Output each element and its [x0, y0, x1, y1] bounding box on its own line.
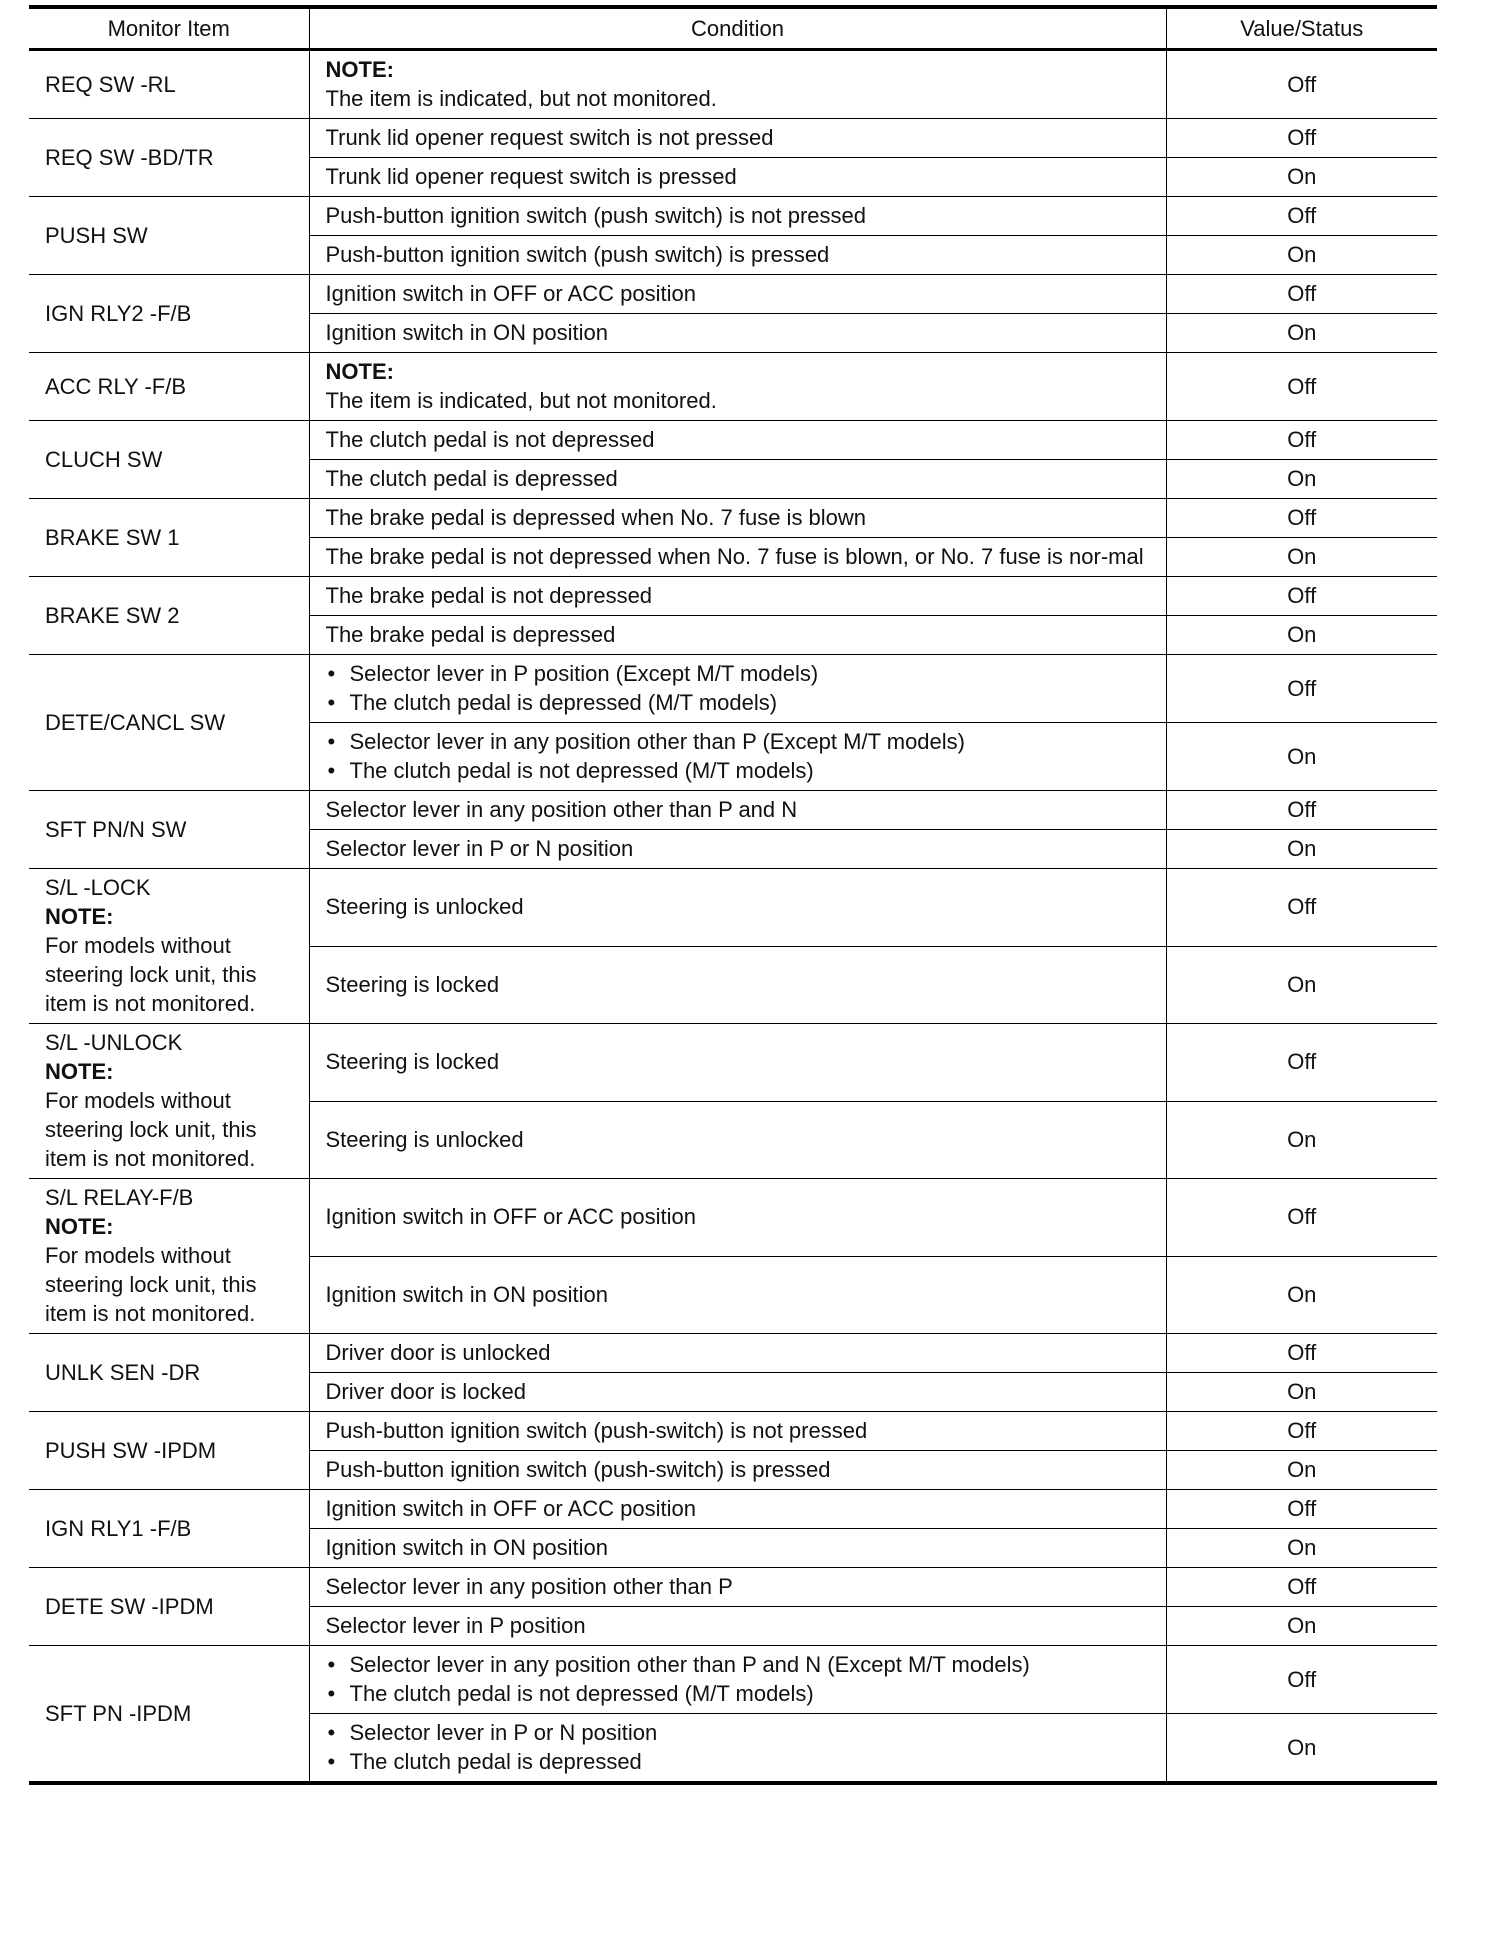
- condition-cell: [309, 946, 1166, 1024]
- value-status-cell: Off: [1166, 1024, 1437, 1102]
- monitor-item-table: [29, 5, 1437, 1785]
- value-status-cell: On: [1166, 616, 1437, 655]
- condition-text-segment: Steering is unlocked: [325, 1126, 524, 1152]
- condition-text: [326, 425, 1150, 454]
- condition-cell: [309, 1714, 1166, 1784]
- condition-cell: [309, 1490, 1166, 1529]
- monitor-item-name: CLUCH SW: [45, 446, 163, 472]
- condition-cell: [309, 616, 1166, 655]
- condition-cell: [309, 119, 1166, 158]
- table-row: [29, 869, 1437, 947]
- condition-text-segment: Steering is unlocked: [325, 894, 524, 920]
- condition-cell: [309, 830, 1166, 869]
- condition-text-segment: The item is indicated, but not monitored.: [325, 388, 717, 413]
- condition-cell: [309, 1568, 1166, 1607]
- value-status-cell: On: [1166, 1101, 1437, 1179]
- condition-text: [326, 84, 1150, 113]
- condition-text: [326, 542, 1150, 571]
- item-note-text: For models without: [45, 933, 231, 958]
- value-status-cell: Off: [1166, 869, 1437, 947]
- value-status-cell: Off: [1166, 1412, 1437, 1451]
- header-value-status: Value/Status: [1166, 7, 1437, 50]
- monitor-item-cell: [29, 197, 309, 275]
- value-status-cell: On: [1166, 460, 1437, 499]
- value-status-cell: Off: [1166, 275, 1437, 314]
- condition-bullet: • The clutch pedal is depressed: [326, 1747, 1150, 1776]
- condition-text: [326, 795, 1150, 824]
- condition-cell: [309, 791, 1166, 830]
- condition-text-segment: Selector lever in P or N position: [325, 836, 634, 861]
- monitor-item-name: S/L -UNLOCK: [45, 1030, 183, 1055]
- table-row: [29, 275, 1437, 314]
- monitor-item-name: UNLK SEN -DR: [45, 1359, 201, 1385]
- monitor-item-cell: [29, 421, 309, 499]
- condition-text: [326, 892, 1150, 921]
- value-status-cell: Off: [1166, 791, 1437, 830]
- monitor-item-cell: [29, 1024, 309, 1179]
- condition-text: [326, 1377, 1150, 1406]
- condition-bullet: • The clutch pedal is depressed (M/T models): [326, 688, 1150, 717]
- condition-cell: [309, 1373, 1166, 1412]
- monitor-item-name: SFT PN/N SW: [45, 816, 187, 842]
- condition-text-segment: mal: [1108, 544, 1144, 569]
- monitor-item-name: REQ SW -RL: [45, 71, 176, 97]
- condition-text: [326, 1611, 1150, 1640]
- value-status-cell: Off: [1166, 353, 1437, 421]
- condition-bullet: • The clutch pedal is not depressed (M/T models): [326, 1679, 1150, 1708]
- condition-text-segment: Ignition switch in ON position: [325, 1281, 608, 1307]
- condition-cell: [309, 1256, 1166, 1334]
- item-note-text: For models without: [45, 1243, 231, 1268]
- condition-text: [326, 1125, 1150, 1154]
- value-status-cell: On: [1166, 723, 1437, 791]
- monitor-item-cell: [29, 1412, 309, 1490]
- condition-cell: [309, 1024, 1166, 1102]
- item-note-text: steering lock unit, this: [45, 962, 257, 987]
- condition-bullet: • Selector lever in P position (Except M/T models): [326, 659, 1150, 688]
- item-note-text: steering lock unit, this: [45, 1272, 257, 1297]
- condition-cell: [309, 1101, 1166, 1179]
- monitor-item-name: S/L RELAY-F/B: [45, 1185, 194, 1210]
- condition-cell: [309, 275, 1166, 314]
- monitor-item-cell: [29, 499, 309, 577]
- condition-text-segment: Ignition switch in ON position: [325, 1535, 608, 1560]
- condition-text-segment: Steering is locked: [325, 971, 500, 997]
- table-body: [29, 50, 1437, 1784]
- monitor-item-cell: [29, 791, 309, 869]
- item-note-label: NOTE:: [45, 904, 114, 929]
- value-status-cell: On: [1166, 1607, 1437, 1646]
- value-status-cell: On: [1166, 1529, 1437, 1568]
- condition-cell: [309, 1412, 1166, 1451]
- item-note-text: item is not monitored.: [45, 1301, 256, 1326]
- table-row: [29, 353, 1437, 421]
- monitor-item-cell: [29, 275, 309, 353]
- monitor-item-cell: [29, 869, 309, 1024]
- condition-text: [326, 201, 1150, 230]
- table-row: [29, 1646, 1437, 1714]
- condition-text: [326, 279, 1150, 308]
- monitor-item-name: SFT PN -IPDM: [45, 1700, 192, 1726]
- condition-text-segment: The clutch pedal is not depressed: [325, 427, 655, 452]
- condition-text-segment: Trunk lid opener request switch is not pressed: [325, 125, 774, 150]
- value-status-cell: Off: [1166, 421, 1437, 460]
- monitor-item-name: BRAKE SW 1: [45, 524, 180, 550]
- condition-text-segment: Driver door is unlocked: [325, 1340, 551, 1365]
- table-row: [29, 421, 1437, 460]
- condition-cell: [309, 197, 1166, 236]
- condition-text-segment: Push-button ignition switch (push-switch) is pressed: [325, 1457, 831, 1482]
- condition-text: [326, 1416, 1150, 1445]
- condition-cell: [309, 499, 1166, 538]
- value-status-cell: On: [1166, 538, 1437, 577]
- condition-text-segment: Ignition switch in OFF or ACC position: [325, 1204, 696, 1230]
- condition-text: [326, 970, 1150, 999]
- value-status-cell: Off: [1166, 499, 1437, 538]
- table-row: [29, 791, 1437, 830]
- condition-text: [326, 1455, 1150, 1484]
- monitor-item-cell: [29, 50, 309, 119]
- condition-text: [326, 240, 1150, 269]
- condition-text: [326, 581, 1150, 610]
- table-row: [29, 1334, 1437, 1373]
- condition-cell: [309, 1529, 1166, 1568]
- item-note-label: NOTE:: [45, 1059, 114, 1084]
- value-status-cell: Off: [1166, 1646, 1437, 1714]
- monitor-item-name: IGN RLY2 -F/B: [45, 300, 192, 326]
- condition-text-segment: Selector lever in any position other than P: [325, 1574, 733, 1599]
- condition-text: [326, 1338, 1150, 1367]
- condition-text-segment: Steering is locked: [325, 1049, 500, 1075]
- item-note-label: NOTE:: [45, 1214, 114, 1239]
- condition-cell: [309, 421, 1166, 460]
- condition-text-segment: Trunk lid opener request switch is pressed: [325, 164, 737, 189]
- condition-text: [326, 464, 1150, 493]
- condition-text: [326, 503, 1150, 532]
- value-status-cell: On: [1166, 1256, 1437, 1334]
- value-status-cell: On: [1166, 1373, 1437, 1412]
- value-status-cell: Off: [1166, 119, 1437, 158]
- item-note-text: For models without: [45, 1088, 231, 1113]
- monitor-item-name: PUSH SW -IPDM: [45, 1437, 217, 1463]
- condition-text: [326, 834, 1150, 863]
- condition-text-segment: The brake pedal is depressed when No. 7 fuse is blown: [325, 505, 867, 530]
- table-row: [29, 1412, 1437, 1451]
- item-note-text: item is not monitored.: [45, 991, 256, 1016]
- condition-text-segment: The brake pedal is not depressed when No. 7 fuse is blown, or No. 7 fuse is nor-: [325, 544, 1109, 569]
- condition-note-label: NOTE:: [325, 359, 394, 384]
- condition-cell: [309, 1646, 1166, 1714]
- table-row: [29, 119, 1437, 158]
- monitor-item-cell: [29, 1490, 309, 1568]
- condition-text-segment: Ignition switch in OFF or ACC position: [325, 281, 696, 306]
- condition-cell: [309, 460, 1166, 499]
- value-status-cell: Off: [1166, 1179, 1437, 1257]
- condition-text: [326, 1533, 1150, 1562]
- condition-cell: [309, 538, 1166, 577]
- condition-note-label: NOTE:: [325, 57, 394, 82]
- value-status-cell: Off: [1166, 197, 1437, 236]
- condition-bullet: • Selector lever in P or N position: [326, 1718, 1150, 1747]
- table-row: [29, 655, 1437, 723]
- condition-text-segment: The item is indicated, but not monitored.: [325, 86, 717, 111]
- condition-cell: [309, 353, 1166, 421]
- value-status-cell: On: [1166, 236, 1437, 275]
- value-status-cell: On: [1166, 946, 1437, 1024]
- table-row: [29, 1179, 1437, 1257]
- condition-text-segment: Ignition switch in ON position: [325, 320, 608, 345]
- condition-cell: [309, 723, 1166, 791]
- condition-text: [326, 318, 1150, 347]
- condition-text-segment: Push-button ignition switch (push switch) is not pressed: [325, 203, 866, 228]
- condition-text-segment: Selector lever in any position other than P and N: [325, 797, 798, 822]
- header-monitor-item: Monitor Item: [29, 7, 309, 50]
- value-status-cell: Off: [1166, 50, 1437, 119]
- condition-text-segment: Ignition switch in OFF or ACC position: [325, 1496, 696, 1521]
- table-row: [29, 1568, 1437, 1607]
- condition-cell: [309, 314, 1166, 353]
- table-row: [29, 1024, 1437, 1102]
- monitor-item-name: DETE SW -IPDM: [45, 1593, 214, 1619]
- monitor-item-name: S/L -LOCK: [45, 875, 151, 900]
- condition-bullet: • The clutch pedal is not depressed (M/T models): [326, 756, 1150, 785]
- value-status-cell: On: [1166, 1714, 1437, 1784]
- header-row: [29, 7, 1437, 50]
- condition-text: [326, 1047, 1150, 1076]
- table-row: [29, 499, 1437, 538]
- monitor-item-cell: [29, 1568, 309, 1646]
- condition-text: [326, 386, 1150, 415]
- condition-text: [326, 1572, 1150, 1601]
- monitor-item-cell: [29, 1179, 309, 1334]
- condition-text: [326, 123, 1150, 152]
- condition-cell: [309, 577, 1166, 616]
- condition-cell: [309, 1334, 1166, 1373]
- monitor-item-cell: [29, 1334, 309, 1412]
- value-status-cell: Off: [1166, 1334, 1437, 1373]
- monitor-item-cell: [29, 577, 309, 655]
- condition-text: [326, 620, 1150, 649]
- table-row: [29, 577, 1437, 616]
- monitor-item-name: PUSH SW: [45, 222, 148, 248]
- monitor-item-cell: [29, 655, 309, 791]
- condition-text: [326, 162, 1150, 191]
- condition-text-segment: The brake pedal is not depressed: [325, 583, 653, 608]
- condition-bullet: • Selector lever in any position other than P and N (Except M/T models): [326, 1650, 1150, 1679]
- monitor-item-name: BRAKE SW 2: [45, 602, 180, 628]
- condition-text: [326, 1280, 1150, 1309]
- monitor-item-name: IGN RLY1 -F/B: [45, 1515, 192, 1541]
- value-status-cell: On: [1166, 158, 1437, 197]
- table-row: [29, 197, 1437, 236]
- monitor-item-cell: [29, 119, 309, 197]
- value-status-cell: On: [1166, 1451, 1437, 1490]
- header-condition: Condition: [309, 7, 1166, 50]
- condition-text-segment: Push-button ignition switch (push switch) is pressed: [325, 242, 830, 267]
- condition-cell: [309, 869, 1166, 947]
- condition-cell: [309, 1179, 1166, 1257]
- item-note-text: item is not monitored.: [45, 1146, 256, 1171]
- value-status-cell: Off: [1166, 577, 1437, 616]
- table-row: [29, 1490, 1437, 1529]
- condition-text-segment: The clutch pedal is depressed: [325, 466, 618, 491]
- monitor-item-name: REQ SW -BD/TR: [45, 144, 214, 170]
- condition-bullet: • Selector lever in any position other than P (Except M/T models): [326, 727, 1150, 756]
- value-status-cell: Off: [1166, 1490, 1437, 1529]
- monitor-item-name: ACC RLY -F/B: [45, 373, 186, 399]
- condition-text-segment: Driver door is locked: [325, 1379, 527, 1404]
- monitor-item-name: DETE/CANCL SW: [45, 709, 226, 735]
- condition-cell: [309, 655, 1166, 723]
- value-status-cell: On: [1166, 314, 1437, 353]
- table-header: [29, 7, 1437, 50]
- condition-cell: [309, 236, 1166, 275]
- item-note-text: steering lock unit, this: [45, 1117, 257, 1142]
- condition-text: [326, 1202, 1150, 1231]
- condition-text: [326, 1494, 1150, 1523]
- value-status-cell: Off: [1166, 655, 1437, 723]
- condition-text-segment: Selector lever in P position: [325, 1613, 586, 1638]
- value-status-cell: Off: [1166, 1568, 1437, 1607]
- monitor-item-cell: [29, 1646, 309, 1784]
- value-status-cell: On: [1166, 830, 1437, 869]
- condition-cell: [309, 1451, 1166, 1490]
- monitor-item-cell: [29, 353, 309, 421]
- condition-text-segment: The brake pedal is depressed: [325, 622, 616, 647]
- condition-cell: [309, 1607, 1166, 1646]
- table-row: [29, 50, 1437, 119]
- condition-text-segment: Push-button ignition switch (push-switch) is not pressed: [325, 1418, 868, 1443]
- condition-cell: [309, 158, 1166, 197]
- condition-cell: [309, 50, 1166, 119]
